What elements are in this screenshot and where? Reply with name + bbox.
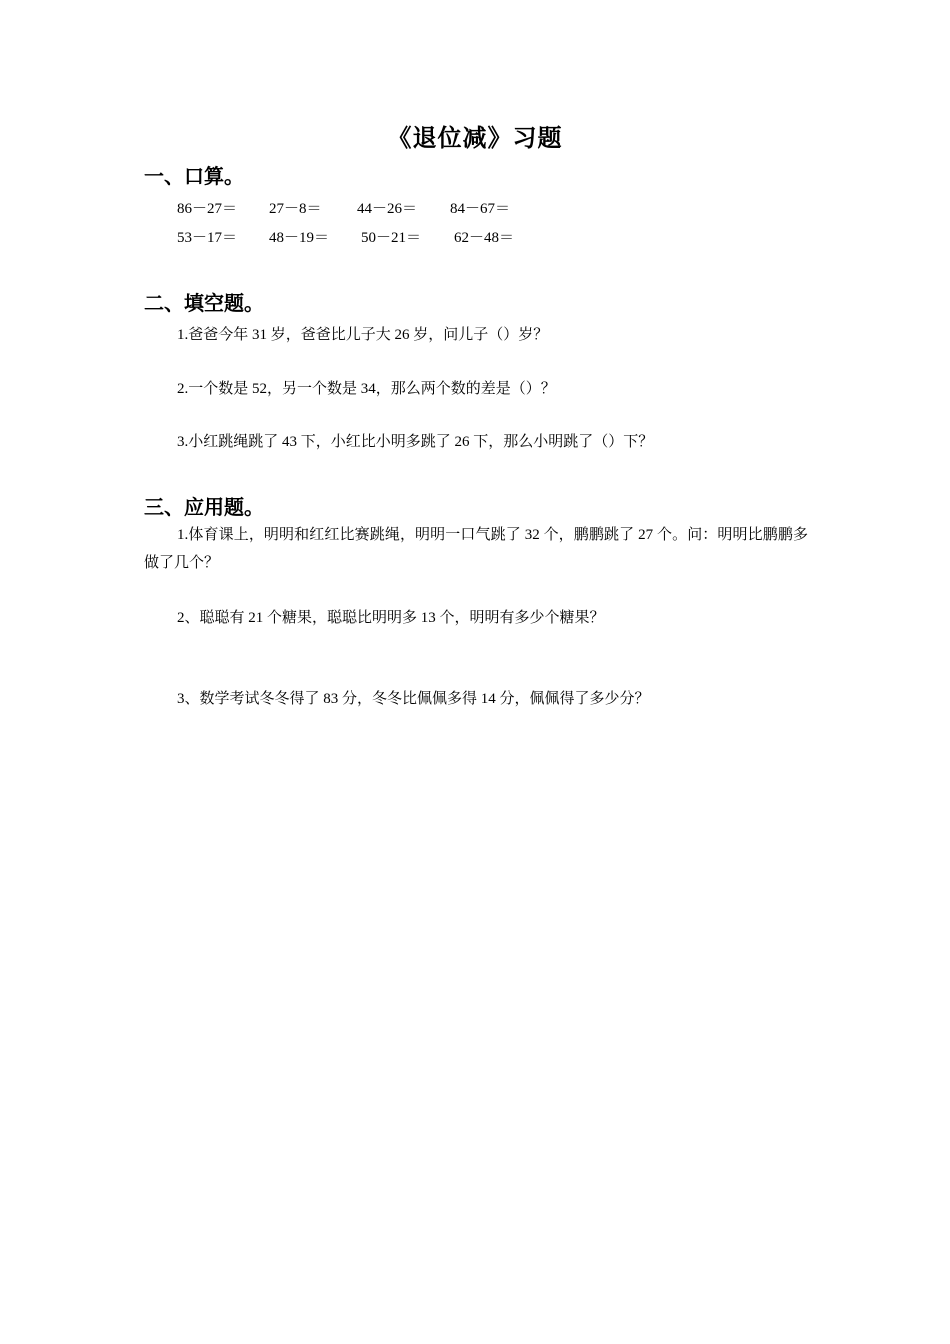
calc-problem: 84－67＝ xyxy=(450,201,511,217)
word-problem: 2、聪聪有 21 个糖果，聪聪比明明多 13 个，明明有多少个糖果？ xyxy=(177,610,605,626)
word-problem: 3、数学考试冬冬得了 83 分，冬冬比佩佩多得 14 分，佩佩得了多少分？ xyxy=(177,691,650,707)
calc-problem: 53－17＝ xyxy=(177,230,238,246)
calc-problem: 86－27＝ xyxy=(177,201,238,217)
calc-problem: 44－26＝ xyxy=(357,201,418,217)
page-title: 《退位减》习题 xyxy=(387,124,563,152)
calc-problem: 48－19＝ xyxy=(269,230,330,246)
section-heading-fill-in-blank: 二、填空题。 xyxy=(144,291,264,315)
section-heading-oral-calculation: 一、口算。 xyxy=(144,164,244,188)
word-problem: 1.体育课上，明明和红红比赛跳绳，明明一口气跳了 32 个，鹏鹏跳了 27 个。问：明明比鹏鹏多做了几个？ xyxy=(144,527,808,571)
calc-problem: 50－21＝ xyxy=(361,230,422,246)
fill-in-question: 3.小红跳绳跳了 43 下，小红比小明多跳了 26 下，那么小明跳了（）下？ xyxy=(177,434,654,450)
fill-in-question: 2.一个数是 52，另一个数是 34，那么两个数的差是（）？ xyxy=(177,381,556,397)
fill-in-question: 1.爸爸今年 31 岁，爸爸比儿子大 26 岁，问儿子（）岁？ xyxy=(177,327,549,343)
section-heading-word-problems: 三、应用题。 xyxy=(144,495,264,519)
calc-problem: 27－8＝ xyxy=(269,201,322,217)
calc-problem: 62－48＝ xyxy=(454,230,515,246)
